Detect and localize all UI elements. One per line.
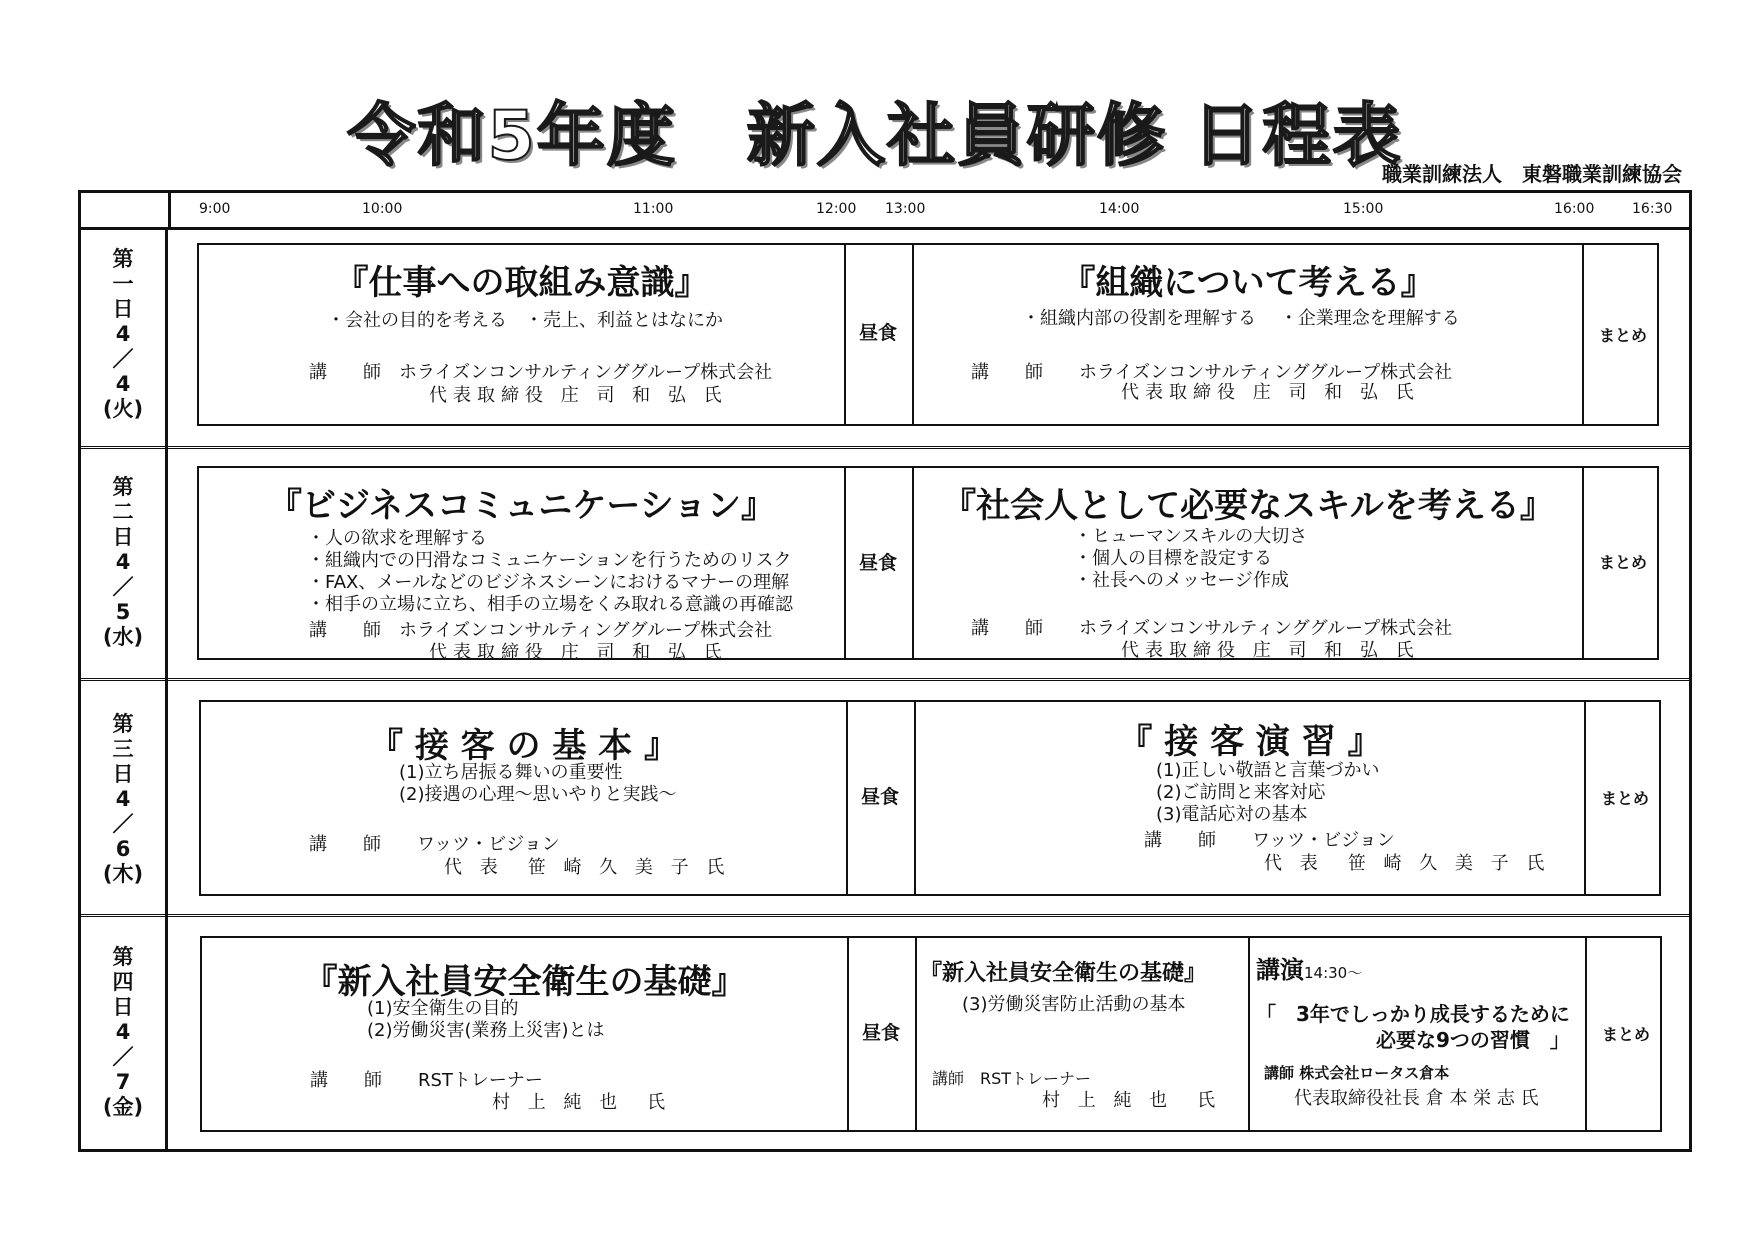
instructor-name: 代表取締役 庄 司 和 弘 氏 <box>1121 382 1420 403</box>
session-title: 『仕事への取組み意識』 <box>334 263 709 303</box>
day-label: 第 三 日 4 ／ 6 (木) <box>102 712 144 886</box>
session-title: 『新入社員安全衛生の基礎』 <box>303 962 746 1002</box>
instructor: 講 師 ホライズンコンサルティンググループ株式会社 <box>309 362 773 383</box>
row-divider <box>81 678 1689 681</box>
wrapup-label: まとめ <box>1598 326 1647 345</box>
lecture-heading: 講演 <box>1256 956 1304 984</box>
session-title: 『ビジネスコミュニケーション』 <box>268 486 775 526</box>
session-title: 『 接 客 の 基 本 』 <box>368 726 679 766</box>
divider <box>1248 938 1250 1130</box>
lunch-label: 昼食 <box>858 322 897 344</box>
session-item: ・組織内での円滑なコミュニケーションを行うためのリスク <box>307 550 792 571</box>
session-item: (2)労働災害(業務上災害)とは <box>367 1020 605 1041</box>
session-item: (1)立ち居振る舞いの重要性 <box>399 762 623 783</box>
page-title: 令和5年度 新入社員研修 日程表 <box>347 97 1403 176</box>
instructor: 講 師 RSTトレーナー <box>310 1070 543 1091</box>
wrapup-label: まとめ <box>1601 1025 1650 1044</box>
time-tick: 13:00 <box>885 201 926 217</box>
time-tick: 16:30 <box>1632 201 1673 217</box>
timeline-corner <box>168 193 171 227</box>
session-title: 『組織について考える』 <box>1061 263 1435 303</box>
instructor: 講 師 ワッツ・ビジョン <box>309 834 560 855</box>
instructor: 講師 RSTトレーナー <box>932 1069 1092 1088</box>
instructor: 講 師 ワッツ・ビジョン <box>1144 830 1395 851</box>
session-title: 『社会人として必要なスキルを考える』 <box>942 486 1554 526</box>
time-tick: 11:00 <box>633 201 674 217</box>
time-tick: 16:00 <box>1554 201 1595 217</box>
lunch-label: 昼食 <box>860 786 899 808</box>
instructor-name: 村 上 純 也 氏 <box>1042 1090 1222 1111</box>
day-label: 第 一 日 4 ／ 4 (火) <box>102 247 144 421</box>
wrapup-label: まとめ <box>1600 789 1649 808</box>
session-item: (1)安全衛生の目的 <box>367 998 519 1019</box>
session-title: 『 接 客 演 習 』 <box>1118 722 1382 762</box>
session-item: (3)労働災害防止活動の基本 <box>962 994 1186 1015</box>
lecture-title-line2: 必要な9つの習慣 」 <box>1376 1028 1570 1052</box>
session-item: (1)正しい敬語と言葉づかい <box>1156 760 1380 781</box>
day-column <box>81 227 168 1149</box>
session-item: ・FAX、メールなどのビジネスシーンにおけるマナーの理解 <box>307 572 790 593</box>
timeline-header <box>81 193 1689 230</box>
day-3-sessions <box>199 700 1661 896</box>
lunch-label: 昼食 <box>858 552 897 574</box>
day-1-sessions <box>197 243 1659 426</box>
instructor-name: 代表取締役 庄 司 和 弘 氏 <box>429 385 728 406</box>
day-label: 第 四 日 4 ／ 7 (金) <box>102 945 144 1119</box>
lecture-instructor: 講師 株式会社ロータス倉本 <box>1264 1064 1450 1082</box>
session-item: (3)電話応対の基本 <box>1156 804 1308 825</box>
day-label: 第 二 日 4 ／ 5 (水) <box>102 475 144 649</box>
lecture-time: 14:30～ <box>1304 964 1363 982</box>
time-tick: 12:00 <box>816 201 857 217</box>
session-item: ・会社の目的を考える ・売上、利益とはなにか <box>327 310 723 331</box>
time-tick: 10:00 <box>362 201 403 217</box>
instructor-name: 村 上 純 也 氏 <box>492 1092 672 1113</box>
instructor: 講 師 ホライズンコンサルティンググループ株式会社 <box>971 618 1453 639</box>
instructor-name: 代表取締役 庄 司 和 弘 氏 <box>1121 640 1420 661</box>
lecture-title-line1: 「 3年でしっかり成長するために <box>1256 1002 1570 1026</box>
instructor-name: 代 表 笹 崎 久 美 子 氏 <box>444 857 731 878</box>
session-item: ・個人の目標を設定する <box>1074 548 1272 569</box>
lecture-instructor-name: 代表取締役社長 倉 本 栄 志 氏 <box>1294 1088 1539 1109</box>
session-item: ・社長へのメッセージ作成 <box>1074 570 1289 591</box>
instructor: 講 師 ホライズンコンサルティンググループ株式会社 <box>971 362 1453 383</box>
wrapup-label: まとめ <box>1598 553 1647 572</box>
lecture-heading-row <box>1256 950 1362 985</box>
time-tick: 15:00 <box>1343 201 1384 217</box>
session-item: (2)接遇の心理～思いやりと実践～ <box>399 784 677 805</box>
lunch-label: 昼食 <box>861 1022 900 1044</box>
session-title: 『新入社員安全衛生の基礎』 <box>920 961 1207 986</box>
row-divider <box>81 446 1689 449</box>
instructor-name: 代表取締役 庄 司 和 弘 氏 <box>429 642 728 663</box>
row-divider <box>81 914 1689 917</box>
instructor: 講 師 ホライズンコンサルティンググループ株式会社 <box>309 620 773 641</box>
instructor-name: 代 表 笹 崎 久 美 子 氏 <box>1264 853 1551 874</box>
session-item: ・相手の立場に立ち、相手の立場をくみ取れる意識の再確認 <box>307 594 793 615</box>
day-4-sessions <box>200 936 1662 1132</box>
time-tick: 14:00 <box>1099 201 1140 217</box>
day-2-sessions <box>197 466 1659 663</box>
session-item: ・ヒューマンスキルの大切さ <box>1074 526 1308 547</box>
session-item: (2)ご訪問と来客対応 <box>1156 782 1326 803</box>
session-item: ・人の欲求を理解する <box>307 528 487 549</box>
organization-name: 職業訓練法人 東磐職業訓練協会 <box>1382 162 1682 186</box>
session-item: ・組織内部の役割を理解する ・企業理念を理解する <box>1022 308 1460 329</box>
time-tick: 9:00 <box>199 201 231 217</box>
